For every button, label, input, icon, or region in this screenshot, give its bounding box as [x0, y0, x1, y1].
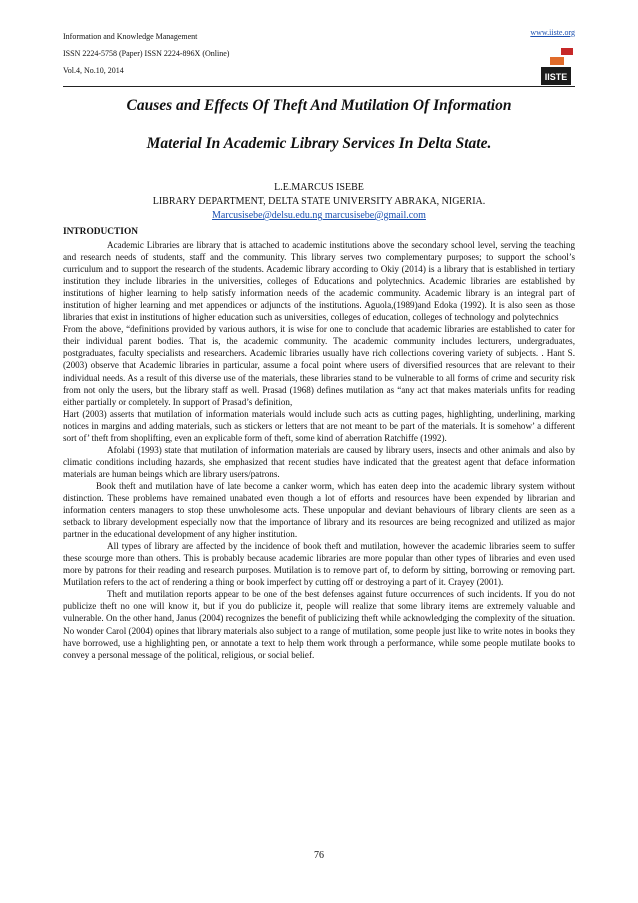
- author-affiliation: LIBRARY DEPARTMENT, DELTA STATE UNIVERSITY ABRAKA, NIGERIA.: [152, 196, 486, 207]
- paper-title-line-2: Material In Academic Library Services In Delta State.: [146, 135, 492, 152]
- journal-header: [63, 28, 229, 79]
- paragraph: All types of library are affected by the incidence of book theft and mutilation, however the academic libraries seem to suffer these scourge more than others. This is probably because academic libraries are more popular than other types of libraries and even used more by patrons for their reading and research purposes. Mutilation is to remove part of, to deform by sitting, borrowing or removing part. Mutilation refers to the act of rendering a thing or book imperfect by cutting off or destroying a part of it. Crayey (2001).: [63, 541, 575, 588]
- website-link[interactable]: www.iiste.org: [530, 28, 575, 37]
- paragraph: Theft and mutilation reports appear to be one of the best defenses against future occurrences of such incidents. If you do not publicize theft no one will know it, but if you do publicize it, people will realize that some library items are extremely valuable and vulnerable. On the other hand, Janus (2004) recognizes the benefit of publicizing theft while acknowledging the complexity of the situation. No wonder Carol (2004) opines that library materials also subject to a range of mutilation, some people just like to write notes in books they have borrowed, use a highlighting pen, or annotate a text to help them work through a performance, while some people mutilate books to convey a personal message of the political, religious, or social belief.: [63, 589, 575, 660]
- paragraph: Hart (2003) asserts that mutilation of information materials would include such acts as cutting pages, highlighting, underlining, marking notices in margins and adding materials, such as stickers or letters that are not meant to be part of the materials. It is somehow’ a different sort of’ theft from shoplifting, even an explicable form of theft, some kind of aberration Ratchiffe (1992).: [63, 408, 575, 443]
- section-heading: INTRODUCTION: [63, 227, 139, 237]
- author-emails[interactable]: Marcusisebe@delsu.edu.ng marcusisebe@gmail.com: [212, 210, 426, 221]
- paragraph: Academic Libraries are library that is attached to academic institutions above the secondary school level, serving the teaching and research needs of students, staff and the community. This library serves two complementary purposes; to support the school’s curriculum and to support the research of the students. Academic library according to Okiy (2014) is a library that is established in tertiary institution they include libraries in the universities, colleges of Educations and polytechnics. Academic libraries are established by institutions of higher learning to help satisfy information needs of the academic community. Academic library is an integral part of institution of higher learning and met appendices or adjuncts of the institutions. Aguola,(1989)and Edoka (1992). It is also seen as those libraries that exist in institutions of higher education such as universities, colleges of education, colleges of technology and polytechnics: [63, 240, 575, 323]
- paragraph: From the above, “definitions provided by various authors, it is wise for one to conclude that academic libraries are established to cater for their individual parent bodies. That is, the academic community. The academic community includes lecturers, undergraduates, postgraduates, faculty specialists and researchers. Academic libraries usually have rich collections covering variety of subjects. . Hant S. (2003) observe that Academic libraries in particular, assume a focal point where users of diversified resources that are relevant to their individual needs. As a result of this diverse use of the materials, these libraries stand to be vulnerable to all forms of crime and security risk from not only the users, but the library staff as well. Prasad (1968) defines mutilation as “any act that makes materials unfits for reading either partially or completely. In support of Prasad’s definition,: [63, 324, 575, 407]
- journal-name: Information and Knowledge Management: [63, 32, 198, 41]
- issn-line: ISSN 2224-5758 (Paper) ISSN 2224-896X (Online): [63, 49, 230, 58]
- volume-line: Vol.4, No.10, 2014: [63, 66, 124, 75]
- paragraph: Book theft and mutilation have of late become a canker worm, which has eaten deep into the academic library system without distinction. These problems have remained unabated even though a lot of efforts and resources have been expended by librarian and information centers managers to stop these unwholesome acts. These unpopular and deviant behaviours of library clients are seen as a setback to library development especially now that the importance of library and its resources are being recognized and utilized as major partner in the educational development of any higher institution.: [63, 480, 575, 540]
- logo-text: IISTE: [544, 72, 568, 82]
- author-name: L.E.MARCUS ISEBE: [274, 182, 364, 193]
- page-number: 76: [314, 850, 324, 861]
- paper-title-line-1: Causes and Effects Of Theft And Mutilation Of Information: [126, 97, 512, 114]
- header-rule: [63, 86, 575, 87]
- iiste-logo-icon: [537, 48, 575, 86]
- paragraph: Afolabi (1993) state that mutilation of information materials are caused by library users, insects and other animals and also by climatic conditions including hazards, she emphasized that recent studies have indicated that the greatest agent that deface information materials are human beings which are library users/patrons.: [63, 444, 575, 479]
- article-body: [63, 226, 575, 661]
- author-block: [63, 181, 575, 223]
